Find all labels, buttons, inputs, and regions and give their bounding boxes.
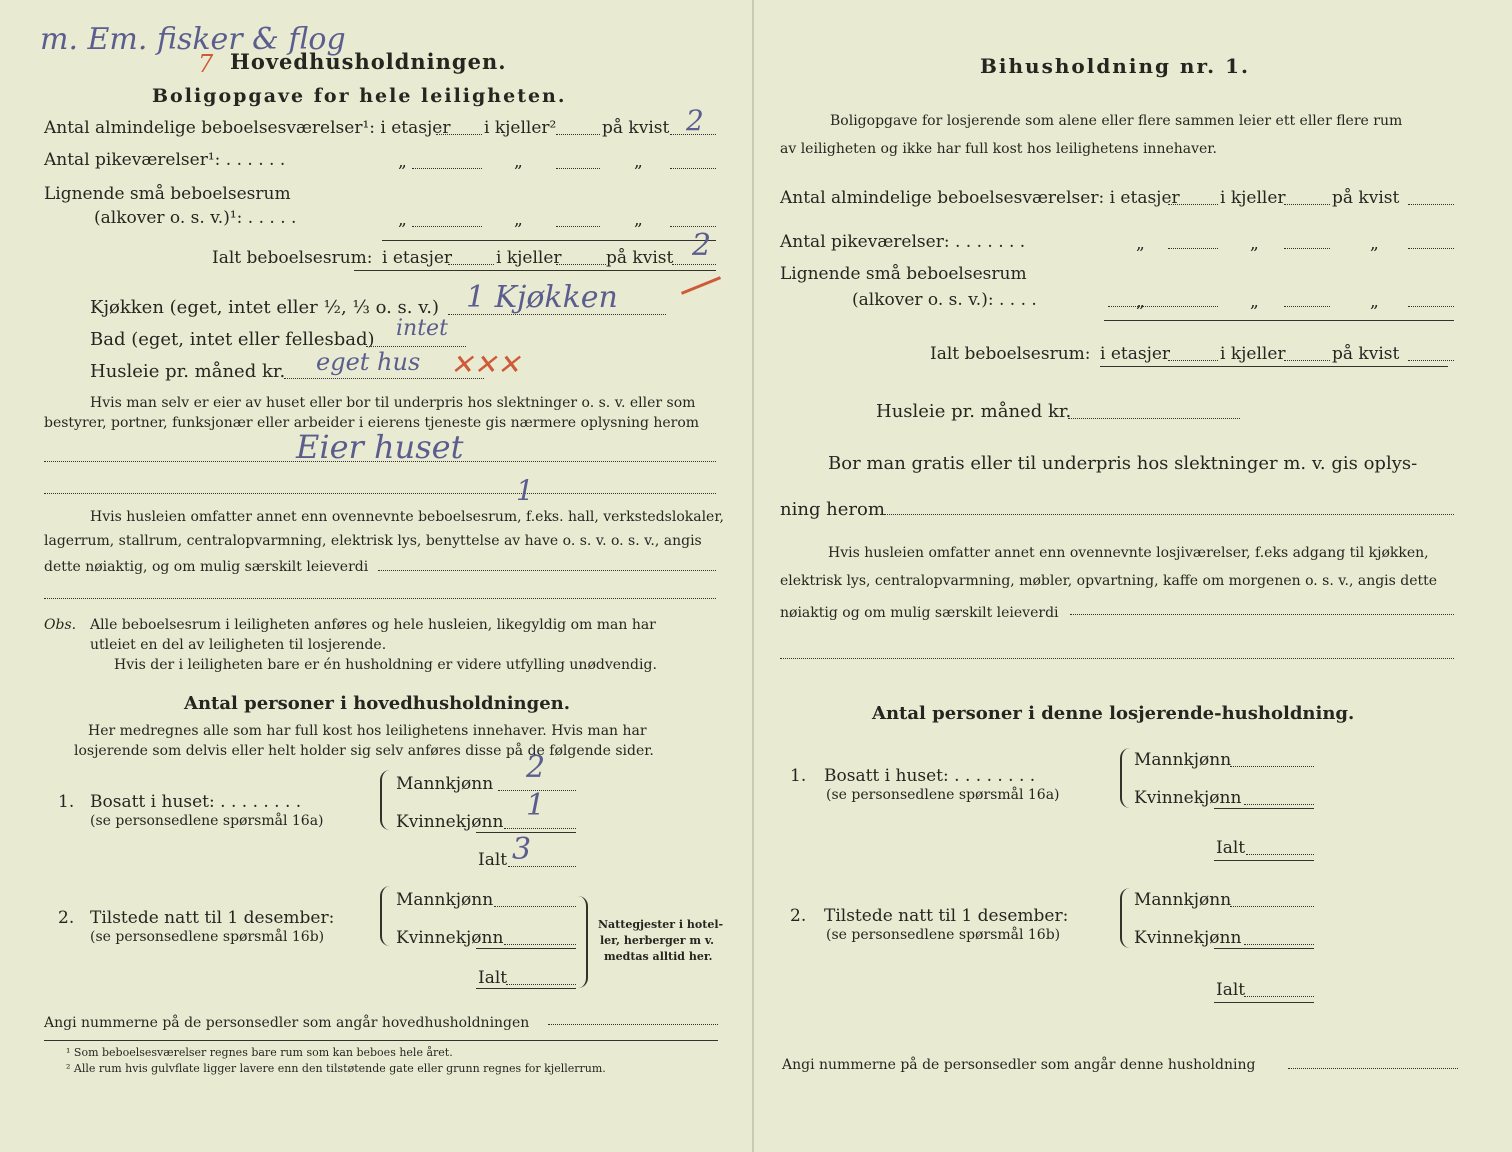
left-q1-kvinne-field[interactable] — [504, 828, 576, 829]
left-footnote-2: ² Alle rum hvis gulvflate ligger lavere enn den tilstøtende gate eller grunn regnes for kjellerrum. — [66, 1062, 606, 1075]
right-q1-ialt-field[interactable] — [1246, 854, 1314, 855]
left-q1-mann-value: 2 — [526, 750, 546, 785]
right-gratis-text-2: ning herom — [780, 499, 885, 520]
left-q2-ialt-field[interactable] — [506, 984, 576, 985]
left-kjeller-label: i kjeller² — [484, 118, 557, 138]
left-q1-kvinne-label: Kvinnekjønn — [396, 812, 504, 832]
ditto-mark: „ — [398, 152, 407, 172]
right-q2-number: 2. — [790, 906, 807, 926]
left-q1-kvinne-value: 1 — [526, 788, 546, 823]
right-q2-kvinne-label: Kvinnekjønn — [1134, 928, 1242, 948]
left-obs-label: Obs. — [44, 617, 77, 633]
sum-rule — [476, 948, 576, 949]
sum-rule — [1104, 320, 1454, 321]
red-strike-mark: ✕✕✕ — [450, 348, 521, 381]
right-angi-field[interactable] — [1288, 1068, 1458, 1069]
left-obs-text-2: utleiet en del av leiligheten til losjerende. — [90, 637, 387, 653]
right-ialt-etasjer-label: i etasjer — [1100, 344, 1171, 364]
ditto-mark: „ — [634, 210, 643, 230]
ditto-mark: „ — [1370, 292, 1379, 312]
sum-rule — [476, 988, 576, 989]
right-q1-kvinne-field[interactable] — [1244, 804, 1314, 805]
sum-rule — [382, 240, 716, 241]
left-q2-label: Tilstede natt til 1 desember: — [90, 908, 335, 928]
right-husleie-field[interactable] — [1068, 418, 1240, 419]
left-obs-text-1: Alle beboelsesrum i leiligheten anføres og hele husleien, likegyldig om man har — [90, 617, 656, 633]
left-persons-text-1: Her medregnes alle som har full kost hos leilighetens innehaver. Hvis man har — [88, 723, 647, 739]
left-alkover-kjeller-field[interactable] — [556, 226, 600, 227]
left-kvist-label: på kvist — [602, 118, 670, 138]
right-q1-mann-field[interactable] — [1230, 766, 1314, 767]
left-extras-field[interactable] — [378, 570, 716, 571]
ditto-mark: „ — [514, 152, 523, 172]
right-alkover-kjeller-field[interactable] — [1284, 306, 1330, 307]
right-q1-number: 1. — [790, 766, 807, 786]
ditto-mark: „ — [1250, 234, 1259, 254]
right-extras-text-1: Hvis husleien omfatter annet enn ovennevnte losjiværelser, f.eks adgang til kjøkken, — [828, 545, 1429, 561]
left-persons-text-2: losjerende som delvis eller helt holder sig selv anføres disse på de følgende sider. — [74, 743, 654, 759]
ditto-mark: „ — [1250, 292, 1259, 312]
left-angi-text: Angi nummerne på de personsedler som angår hovedhusholdningen — [44, 1015, 530, 1031]
left-q2-ialt-label: Ialt — [478, 968, 508, 988]
left-alkover-etasjer-field[interactable] — [412, 226, 482, 227]
sum-rule — [1214, 1002, 1314, 1003]
left-q1-ialt-label: Ialt — [478, 850, 508, 870]
right-q2-ialt-field[interactable] — [1244, 996, 1314, 997]
left-q2-mann-field[interactable] — [494, 906, 576, 907]
right-ialt-kjeller-label: i kjeller — [1220, 344, 1286, 364]
left-q1-label: Bosatt i huset: . . . . . . . . — [90, 792, 302, 812]
left-bad-label: Bad (eget, intet eller fellesbad) — [90, 329, 375, 350]
right-gratis-field[interactable] — [884, 514, 1454, 515]
left-q2-number: 2. — [58, 908, 75, 928]
right-q2-mann-field[interactable] — [1230, 906, 1314, 907]
left-angi-field[interactable] — [548, 1024, 718, 1025]
left-ialt-kvist-label: på kvist — [606, 248, 674, 268]
right-intro-1: Boligopgave for losjerende som alene eller flere sammen leier ett eller flere rum — [830, 113, 1403, 129]
right-q1-kvinne-label: Kvinnekjønn — [1134, 788, 1242, 808]
left-pike-kvist-field[interactable] — [670, 168, 716, 169]
sum-rule — [1214, 860, 1314, 861]
left-etasjer-field[interactable] — [436, 134, 482, 135]
left-ialt-kjeller-label: i kjeller — [496, 248, 562, 268]
left-ialt-etasjer-field[interactable] — [448, 264, 494, 265]
ditto-mark: „ — [1136, 234, 1145, 254]
right-q2-mann-label: Mannkjønn — [1134, 890, 1232, 910]
left-kvist-value: 2 — [686, 104, 704, 137]
left-kjokken-label: Kjøkken (eget, intet eller ½, ⅓ o. s. v.) — [90, 297, 439, 318]
right-kvist-label: på kvist — [1332, 188, 1400, 208]
sum-rule — [1100, 366, 1448, 367]
sum-rule — [1214, 948, 1314, 949]
right-ialt-kvist-label: på kvist — [1332, 344, 1400, 364]
handwritten-header-note: m. Em. fisker & flog — [40, 22, 346, 57]
ditto-mark: „ — [514, 210, 523, 230]
right-q1-sub: (se personsedlene spørsmål 16a) — [826, 787, 1060, 803]
left-q1-number: 1. — [58, 792, 75, 812]
left-obs-text-3: Hvis der i leiligheten bare er én husholdning er videre utfylling unødvendig. — [114, 657, 657, 673]
right-kjeller-label: i kjeller — [1220, 188, 1286, 208]
left-note-2: ler, herberger m v. — [600, 934, 715, 947]
right-pike-etasjer-field[interactable] — [1168, 248, 1218, 249]
left-q2-sub: (se personsedlene spørsmål 16b) — [90, 929, 325, 945]
right-ialt-etasjer-field[interactable] — [1168, 360, 1218, 361]
right-title: Bihusholdning nr. 1. — [980, 54, 1250, 78]
right-alkover-etasjer-field[interactable] — [1108, 306, 1218, 307]
right-angi-text: Angi nummerne på de personsedler som angår denne husholdning — [782, 1057, 1256, 1073]
bracket — [578, 896, 588, 988]
left-alkover-label: (alkover o. s. v.)¹: . . . . . — [94, 208, 297, 228]
right-persons-title: Antal personer i denne losjerende-husholdning. — [872, 703, 1355, 724]
left-rooms-label: Antal almindelige beboelsesværelser¹: i etasjer — [44, 118, 451, 138]
left-q1-ialt-value: 3 — [512, 832, 532, 867]
right-pike-kjeller-field[interactable] — [1284, 248, 1330, 249]
left-title: Hovedhusholdningen. — [230, 49, 507, 74]
right-alkover-kvist-field[interactable] — [1408, 306, 1454, 307]
left-ialt-kjeller-field[interactable] — [556, 264, 606, 265]
ditto-mark: „ — [1136, 292, 1145, 312]
left-kjokken-value: 1 Kjøkken — [466, 280, 618, 315]
right-extras-field[interactable] — [1070, 614, 1454, 615]
left-q2-kvinne-field[interactable] — [504, 944, 576, 945]
left-note-3: medtas alltid her. — [604, 950, 713, 963]
right-extras-text-3: nøiaktig og om mulig særskilt leieverdi — [780, 605, 1059, 621]
right-ialt-kjeller-field[interactable] — [1284, 360, 1330, 361]
right-intro-2: av leiligheten og ikke har full kost hos leilighetens innehaver. — [780, 141, 1217, 157]
left-alkover-kvist-field[interactable] — [670, 226, 716, 227]
red-check-mark — [681, 276, 721, 295]
left-extras-text-2: lagerrum, stallrum, centralopvarmning, elektrisk lys, benyttelse av have o. s. v. o. s. v., angis — [44, 533, 702, 549]
left-ialt-kvist-field[interactable] — [672, 264, 716, 265]
right-husleie-label: Husleie pr. måned kr. — [876, 401, 1072, 422]
right-etasjer-field[interactable] — [1168, 204, 1218, 205]
left-q1-mann-label: Mannkjønn — [396, 774, 494, 794]
right-small-rooms-label: Lignende små beboelsesrum — [780, 264, 1027, 284]
left-owner-value: Eier huset — [296, 428, 464, 466]
footnote-rule — [44, 1040, 718, 1041]
left-owner-text-1: Hvis man selv er eier av huset eller bor til underpris hos slektninger o. s. v. eller som — [90, 395, 696, 411]
bracket — [1120, 888, 1130, 948]
left-owner-text-2: bestyrer, portner, funksjonær eller arbeider i eierens tjeneste gis nærmere oplysning herom — [44, 415, 700, 431]
right-rooms-label: Antal almindelige beboelsesværelser: i etasjer — [780, 188, 1180, 208]
ditto-mark: „ — [1370, 234, 1379, 254]
right-q2-kvinne-field[interactable] — [1244, 944, 1314, 945]
left-q2-mann-label: Mannkjønn — [396, 890, 494, 910]
right-q2-sub: (se personsedlene spørsmål 16b) — [826, 927, 1061, 943]
left-pike-label: Antal pikeværelser¹: . . . . . . — [44, 150, 286, 170]
right-ialt-label: Ialt beboelsesrum: — [930, 344, 1091, 364]
page-fold — [752, 0, 754, 1152]
ditto-mark: „ — [634, 152, 643, 172]
right-kvist-field[interactable] — [1408, 204, 1454, 205]
left-ialt-etasjer-label: i etasjer — [382, 248, 453, 268]
left-subtitle: Boligopgave for hele leiligheten. — [152, 85, 567, 107]
left-q2-kvinne-label: Kvinnekjønn — [396, 928, 504, 948]
left-kjeller-field[interactable] — [556, 134, 600, 135]
left-extras-text-3: dette nøiaktig, og om mulig særskilt leieverdi — [44, 559, 369, 575]
left-pike-kjeller-field[interactable] — [556, 168, 600, 169]
left-ialt-kvist-value: 2 — [692, 228, 712, 263]
left-husleie-label: Husleie pr. måned kr. — [90, 361, 286, 382]
right-pike-label: Antal pikeværelser: . . . . . . . — [780, 232, 1026, 252]
right-q1-label: Bosatt i huset: . . . . . . . . — [824, 766, 1036, 786]
ditto-mark: „ — [398, 210, 407, 230]
sum-rule — [354, 270, 716, 271]
right-q2-label: Tilstede natt til 1 desember: — [824, 906, 1069, 926]
right-q2-ialt-label: Ialt — [1216, 980, 1246, 1000]
left-note-1: Nattegjester i hotel- — [598, 918, 724, 931]
left-extras-text-1: Hvis husleien omfatter annet enn ovennevnte beboelsesrum, f.eks. hall, verkstedslokaler, — [90, 509, 724, 525]
left-persons-title: Antal personer i hovedhusholdningen. — [184, 693, 571, 714]
bracket — [1120, 748, 1130, 808]
left-small-rooms-label: Lignende små beboelsesrum — [44, 184, 291, 204]
bracket — [380, 770, 390, 830]
right-pike-kvist-field[interactable] — [1408, 248, 1454, 249]
bracket — [380, 886, 390, 946]
right-extras-field-2[interactable] — [780, 658, 1454, 659]
handwritten-red-mark: 7 — [198, 50, 214, 78]
sum-rule — [1214, 808, 1314, 809]
right-extras-text-2: elektrisk lys, centralopvarmning, møbler, opvartning, kaffe om morgenen o. s. v., angis dette — [780, 573, 1438, 589]
right-ialt-kvist-field[interactable] — [1408, 360, 1454, 361]
left-bad-value: intet — [396, 316, 448, 341]
left-extras-field-2[interactable] — [44, 598, 716, 599]
left-husleie-value: eget hus — [316, 348, 421, 376]
right-alkover-label: (alkover o. s. v.): . . . . — [852, 290, 1037, 310]
left-bad-field[interactable] — [366, 346, 466, 347]
handwritten-mark: 1 — [516, 474, 534, 507]
left-owner-field-2[interactable] — [44, 493, 716, 494]
right-q1-mann-label: Mannkjønn — [1134, 750, 1232, 770]
right-q1-ialt-label: Ialt — [1216, 838, 1246, 858]
right-kjeller-field[interactable] — [1284, 204, 1330, 205]
left-pike-etasjer-field[interactable] — [412, 168, 482, 169]
left-ialt-label: Ialt beboelsesrum: — [212, 248, 373, 268]
right-gratis-text-1: Bor man gratis eller til underpris hos slektninger m. v. gis oplys- — [828, 453, 1418, 474]
left-footnote-1: ¹ Som beboelsesværelser regnes bare rum som kan beboes hele året. — [66, 1046, 453, 1059]
left-q1-sub: (se personsedlene spørsmål 16a) — [90, 813, 324, 829]
